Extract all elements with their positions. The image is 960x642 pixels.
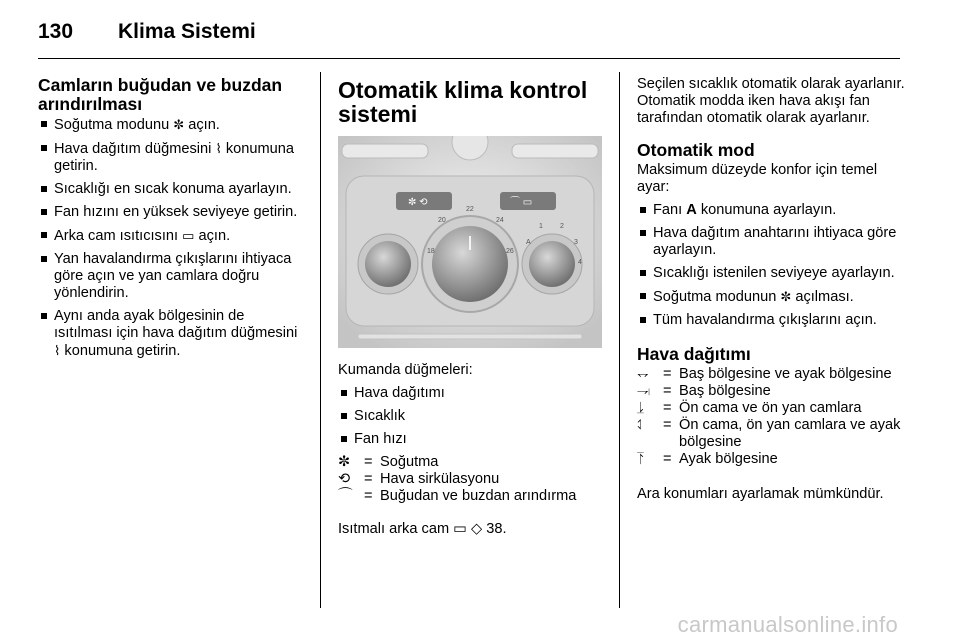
table-row: ⥐ = Baş bölgesine ve ayak bölgesine: [637, 366, 892, 382]
table-row: ⥕ = Ön cama ve ön yan camlara: [637, 400, 862, 416]
table-row: ⥗ = Baş bölgesine: [637, 383, 771, 399]
list-item: Aynı anda ayak bölgesinin de ısıtılması için hava dağıtım düğmesini ⌇ konumuna getirin.: [38, 308, 300, 360]
climate-panel-image: [338, 136, 602, 348]
dial-label: 18: [427, 248, 435, 255]
controls-definitions: [338, 454, 576, 505]
defrost-steps: [38, 116, 300, 360]
dial-label: 3: [574, 239, 578, 246]
section-title: Otomatik klima kontrol sistemi: [338, 77, 588, 127]
auto-intro-text: Maksimum düzeyde konfor için temel ayar:: [637, 162, 878, 195]
list-item: Sıcaklığı en sıcak konuma ayarlayın.: [38, 181, 300, 198]
head-airflow-icon: ⥗: [637, 383, 650, 399]
rear-heater-reference: Isıtmalı arka cam ▭ ◇ 38.: [338, 521, 507, 537]
controls-label: Kumanda düğmeleri:: [338, 362, 473, 378]
table-row: ⥔ = Ayak bölgesine: [637, 451, 778, 467]
column-divider-2: [619, 72, 620, 608]
list-item: Tüm havalandırma çıkışlarını açın.: [637, 312, 905, 329]
dial-label: 2: [560, 223, 564, 230]
watermark: carmanualsonline.info: [677, 612, 898, 637]
auto-mode-steps: [637, 202, 905, 329]
snowflake-icon: ✼: [338, 454, 351, 470]
foot-airflow-icon: ⥔: [637, 451, 644, 467]
list-item: Fan hızını en yüksek seviyeye getirin.: [38, 204, 300, 221]
list-item: Arka cam ısıtıcısını ▭ açın.: [38, 227, 300, 245]
list-item: Hava dağıtım anahtarını ihtiyaca göre ayarlayın.: [637, 225, 905, 259]
page-number: 130: [38, 20, 74, 43]
intro-text: Seçilen sıcaklık otomatik olarak ayarlanır. Otomatik modda iken hava akışı fan tarafından otomatik olarak ayarlanır.: [637, 76, 905, 126]
snowflake-icon: ✼: [780, 289, 792, 304]
header-rule: [38, 58, 900, 59]
rear-window-heater-icon: ▭: [182, 228, 195, 243]
list-item: Fan hızı: [338, 431, 604, 448]
dial-label: 1: [539, 223, 543, 230]
list-item: Soğutma modunun ✼ açılması.: [637, 288, 905, 306]
list-item: Soğutma modunu ✼ açın.: [38, 116, 300, 134]
auto-mode-section: [637, 76, 905, 503]
dial-label: 26: [506, 248, 514, 255]
column-divider-1: [320, 72, 321, 608]
list-item: Sıcaklık: [338, 408, 604, 425]
dial-label: 20: [438, 217, 446, 224]
head-foot-airflow-icon: ⥐: [637, 366, 649, 382]
rear-window-heater-icon: ▭: [453, 521, 467, 537]
windshield-side-airflow-icon: ⥕: [637, 400, 644, 416]
list-item: Hava dağıtımı: [338, 385, 604, 402]
air-distribution-heading: Hava dağıtımı: [637, 344, 751, 364]
list-item: Sıcaklığı istenilen seviyeye ayarlayın.: [637, 265, 905, 282]
recirculation-icon: ⟲: [338, 471, 351, 487]
svg-text:⌒ ▭: ⌒ ▭: [510, 197, 533, 208]
table-row: ⟲ = Hava sirkülasyonu: [338, 471, 500, 487]
table-row: ⌒ = Buğudan ve buzdan arındırma: [338, 488, 577, 504]
air-distribution-definitions: [637, 366, 905, 468]
windshield-airflow-icon: ⌇: [215, 141, 222, 156]
list-item: Yan havalandırma çıkışlarını ihtiyaca göre açın ve yan camlara doğru yönlendirin.: [38, 251, 300, 302]
auto-mode-heading: Otomatik mod: [637, 140, 755, 160]
snowflake-icon: ✼: [173, 117, 185, 132]
windshield-foot-airflow-icon: ⌇: [54, 343, 61, 358]
dial-label: 4: [578, 259, 582, 266]
list-item: Hava dağıtım düğmesini ⌇ konumuna getirin.: [38, 140, 300, 175]
table-row: ⥑ = Ön cama, ön yan camlara ve ayak bölgesine: [637, 417, 901, 450]
controls-list: [338, 385, 604, 448]
defrost-section: [38, 76, 300, 366]
dial-label: 22: [466, 206, 474, 213]
table-row: ✼ = Soğutma: [338, 454, 439, 470]
dial-label: 24: [496, 217, 504, 224]
outro-text: Ara konumları ayarlamak mümkündür.: [637, 486, 884, 502]
windshield-defrost-icon: ⌒: [338, 488, 353, 504]
svg-text:✼ ⟲: ✼ ⟲: [408, 197, 428, 208]
auto-climate-section: [338, 76, 604, 538]
dial-label: A: [526, 239, 531, 246]
list-item: Fanı A konumuna ayarlayın.: [637, 202, 905, 219]
chapter-title: Klima Sistemi: [118, 20, 256, 43]
page-reference-icon: ◇: [471, 521, 483, 537]
windshield-side-foot-airflow-icon: ⥑: [637, 417, 644, 433]
defrost-heading: Camların buğudan ve buzdan arındırılması: [38, 75, 283, 114]
